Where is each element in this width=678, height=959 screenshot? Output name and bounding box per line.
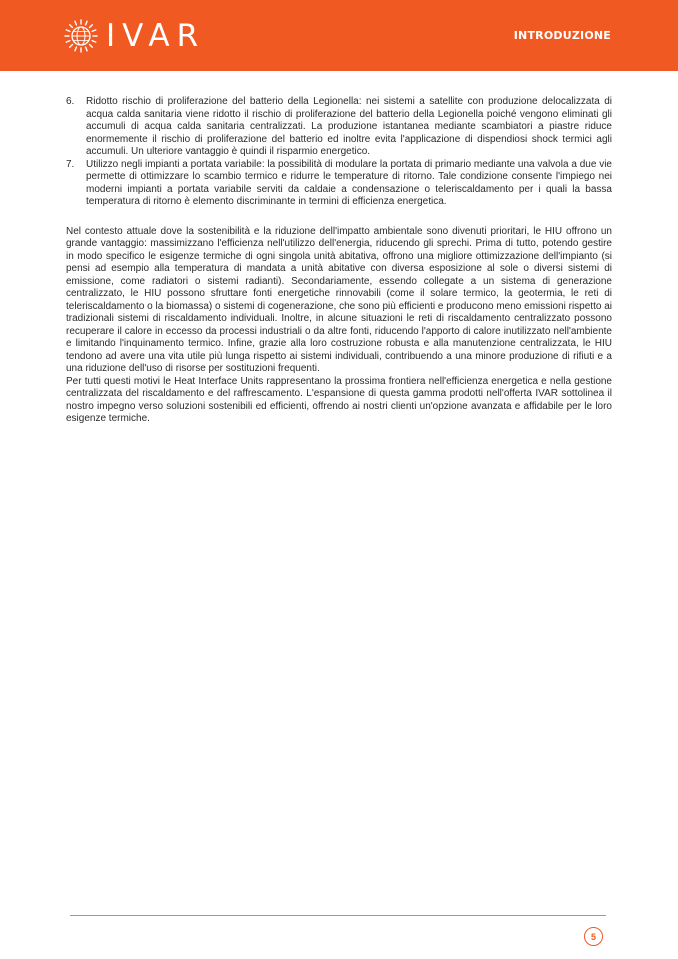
main-content	[66, 96, 612, 426]
page-header	[0, 0, 678, 71]
body-paragraph: Per tutti questi motivi le Heat Interface Units rappresentano la prossima frontiera nell'efficienza energetica e nella gestione centralizzata del riscaldamento e del raffrescamento. L'espansione di questa gamma prodotti nell'offerta IVAR sottolinea il nostro impegno verso soluzioni sostenibili ed efficienti, offrendo ai nostri clienti un'opzione avanzata e affidabile per le loro esigenze termiche.	[66, 375, 612, 424]
section-title: INTRODUZIONE	[513, 29, 611, 42]
benefits-list	[66, 96, 612, 209]
spacer	[66, 209, 612, 226]
sun-globe-icon	[64, 19, 98, 53]
list-item-number: 6.	[66, 96, 75, 107]
body-paragraph: Nel contesto attuale dove la sostenibilità e la riduzione dell'impatto ambientale sono divenuti prioritari, le HIU offrono un grande vantaggio: massimizzano l'efficienza nell'utilizzo dell'energia, riducendo gli sprechi. Prima di tutto, potendo gestire in modo specifico le esigenze termiche di ogni singola unità abitativa, offrono una migliore ottimizzazione dell'impianto (si pensi ad esempio alla temperatura di mandata a unità abitative con diversa esposizione al sole o diversi sistemi di emissione, come radiatori o sistemi radianti). Secondariamente, essendo collegate a un sistema di generazione centralizzato, le HIU possono sfruttare fonti energetiche rinnovabili (come il solare termico, la geotermia, le reti di teleriscaldamento o la biomassa) o sistemi di cogenerazione, che sono più efficienti e producono meno emissioni rispetto ai tradizionali sistemi di riscaldamento individuali. Inoltre, in alcune situazioni le reti di riscaldamento centralizzato possono recuperare il calore in eccesso da processi industriali o da altre fonti, riducendo l'apporto di calore inutilizzato nell'ambiente e limitando l'inquinamento termico. Infine, grazie alla loro costruzione robusta e alla manutenzione centralizzata, le HIU tendono ad avere una vita utile più lunga rispetto ai sistemi individuali, contribuendo a una minore produzione di rifiuti e a una riduzione dell'uso di risorse per sostituzioni frequenti.	[66, 225, 612, 374]
list-item	[66, 96, 612, 159]
page-number: 5	[584, 927, 603, 946]
list-item-text: Utilizzo negli impianti a portata variabile: la possibilità di modulare la portata di primario mediante una valvola a due vie permette di ottimizzare lo scambio termico e ridurre le temperature di ritorno. Tale condizione consente l'impiego nei moderni impianti a portata variabile serviti da caldaie a condensazione o teleriscaldamento per i quali la bassa temperatura di ritorno è elemento discriminante in termini di efficienza energetica.	[86, 158, 612, 207]
list-item	[66, 159, 612, 209]
list-item-text: Ridotto rischio di proliferazione del batterio della Legionella: nei sistemi a satellite con produzione delocalizzata di acqua calda sanitaria viene ridotto il rischio di proliferazione del batterio della Legionella poiché vengono eliminati gli accumuli di acqua calda sanitaria centralizzati. La produzione istantanea mediante scambiatori a piastre riduce enormemente il rischio di proliferazione del batterio ed inoltre evita l'applicazione di dispendiosi shock termici agli accumuli. Un ulteriore vantaggio è quindi il risparmio energetico.	[86, 96, 612, 157]
list-item-number: 7.	[66, 158, 75, 170]
footer-divider	[70, 915, 606, 916]
logo-text: IVAR	[106, 18, 206, 54]
ivar-logo	[64, 16, 205, 56]
